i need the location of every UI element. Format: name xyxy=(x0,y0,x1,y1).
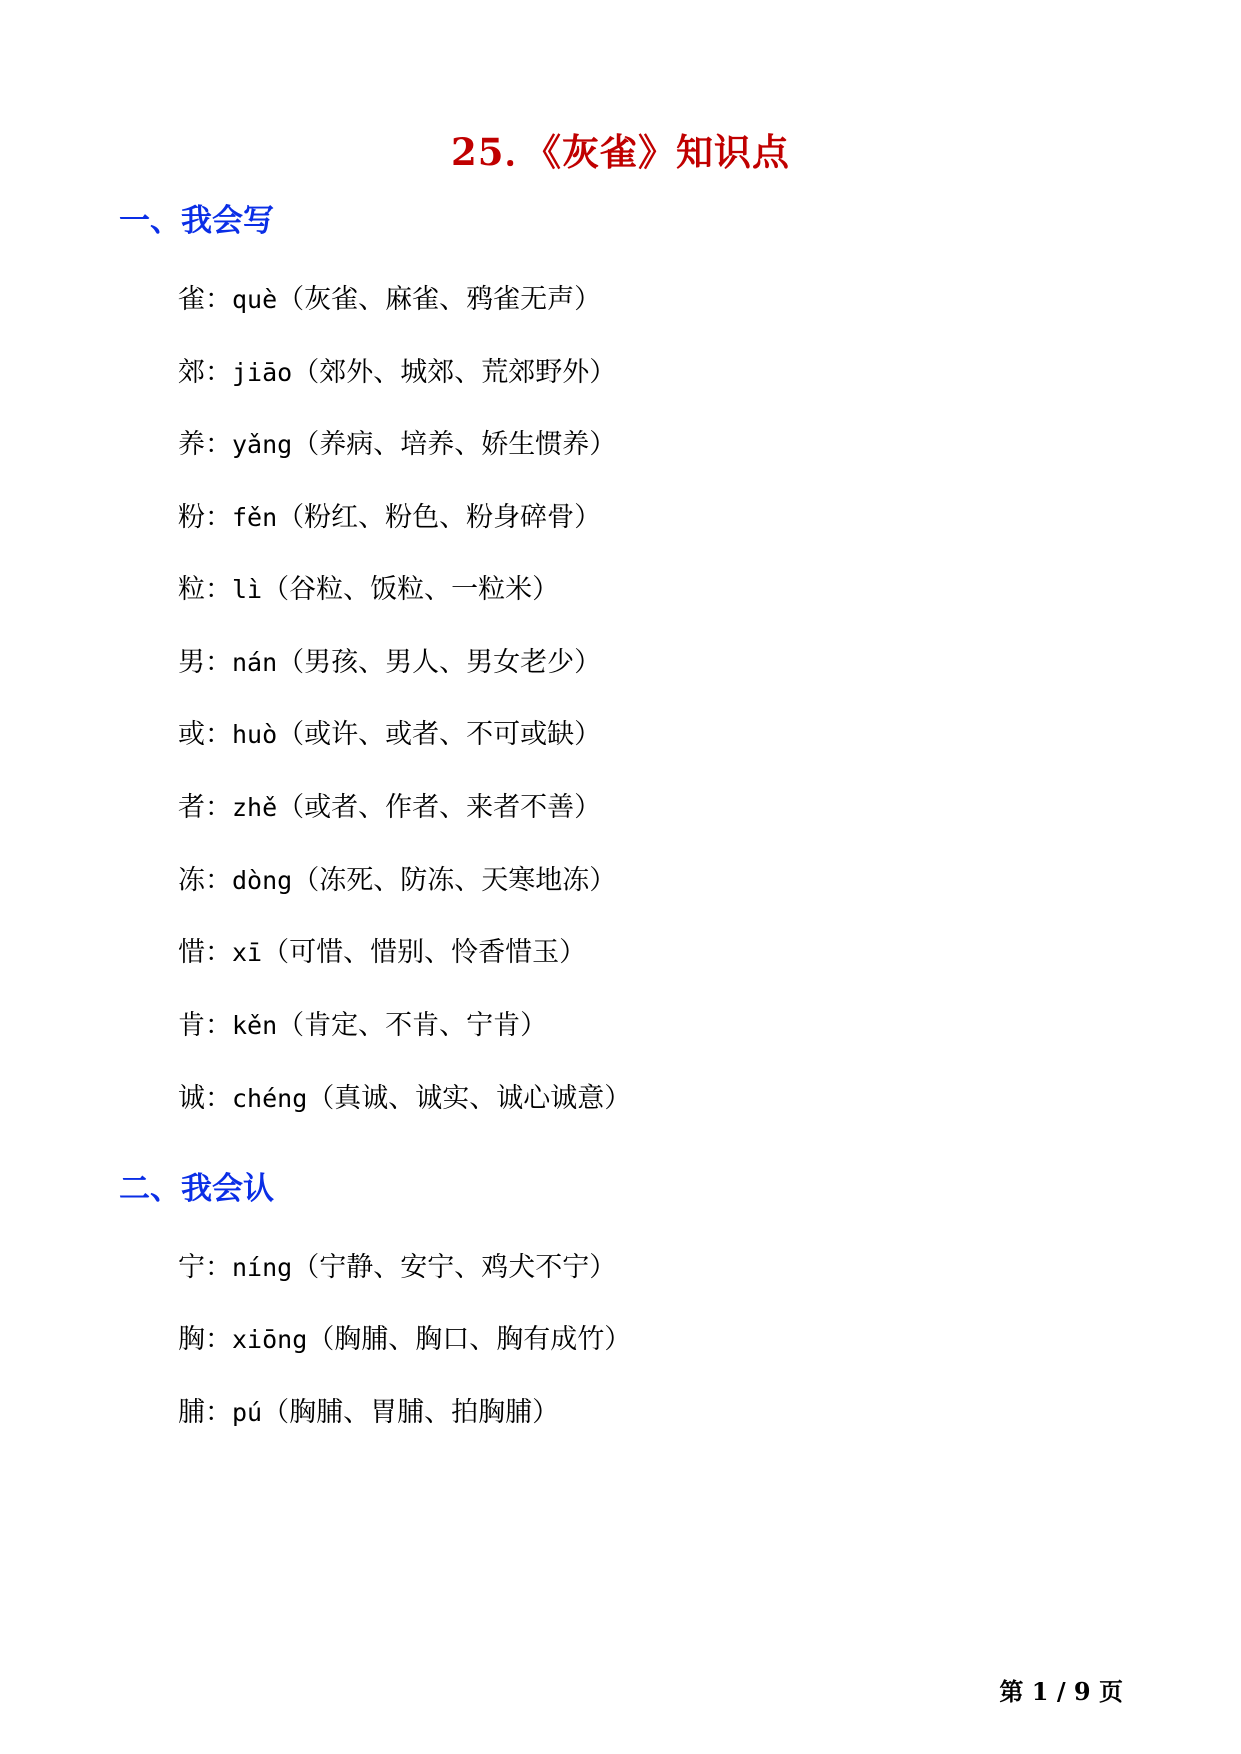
page-number: 第 1 / 9 页 xyxy=(999,1677,1123,1706)
entry-separator: ： xyxy=(205,647,232,678)
document-title: 25．《灰雀》知识点 xyxy=(451,130,790,174)
entry-pinyin: xī xyxy=(232,938,263,967)
entry-pinyin: chéng xyxy=(232,1084,308,1113)
list-item xyxy=(178,790,601,826)
list-item xyxy=(178,1008,547,1044)
list-item xyxy=(178,935,586,971)
list-item xyxy=(178,1081,631,1117)
list-item xyxy=(178,1395,559,1431)
entry-char: 冻 xyxy=(178,865,205,896)
list-item xyxy=(178,282,601,318)
entry-separator: ： xyxy=(205,284,232,315)
entry-separator: ： xyxy=(205,937,232,968)
entry-words: （粉红、粉色、粉身碎骨） xyxy=(277,502,602,533)
entry-separator: ： xyxy=(205,719,232,750)
entry-words: （冻死、防冻、天寒地冻） xyxy=(292,865,617,896)
entry-pinyin: dòng xyxy=(232,866,293,895)
entry-char: 粒 xyxy=(178,574,205,605)
entry-words: （郊外、城郊、荒郊野外） xyxy=(292,357,617,388)
section-heading-recognize: 二、我会认 xyxy=(119,1171,274,1207)
entry-char: 养 xyxy=(178,429,205,460)
entry-char: 胸 xyxy=(178,1324,205,1355)
list-item xyxy=(178,500,601,536)
list-item xyxy=(178,1250,616,1286)
list-item xyxy=(178,355,616,391)
entry-words: （或许、或者、不可或缺） xyxy=(277,719,602,750)
entry-words: （肯定、不肯、宁肯） xyxy=(277,1010,548,1041)
entry-pinyin: huò xyxy=(232,720,278,749)
entry-separator: ： xyxy=(205,502,232,533)
entry-separator: ： xyxy=(205,574,232,605)
list-item xyxy=(178,427,616,463)
entry-words: （灰雀、麻雀、鸦雀无声） xyxy=(277,284,602,315)
entry-pinyin: xiōng xyxy=(232,1325,308,1354)
list-item xyxy=(178,645,601,681)
entry-pinyin: què xyxy=(232,285,278,314)
entry-char: 宁 xyxy=(178,1252,205,1283)
entry-char: 雀 xyxy=(178,284,205,315)
entry-pinyin: yǎng xyxy=(232,430,293,459)
entry-words: （或者、作者、来者不善） xyxy=(277,792,602,823)
entry-words: （宁静、安宁、鸡犬不宁） xyxy=(292,1252,617,1283)
entry-pinyin: pú xyxy=(232,1398,263,1427)
entry-words: （可惜、惜别、怜香惜玉） xyxy=(262,937,587,968)
list-item xyxy=(178,863,616,899)
entry-separator: ： xyxy=(205,1397,232,1428)
entry-pinyin: nán xyxy=(232,648,278,677)
entry-separator: ： xyxy=(205,357,232,388)
entry-char: 或 xyxy=(178,719,205,750)
entry-separator: ： xyxy=(205,1252,232,1283)
entry-pinyin: jiāo xyxy=(232,358,293,387)
entry-char: 郊 xyxy=(178,357,205,388)
entry-separator: ： xyxy=(205,429,232,460)
section-heading-write: 一、我会写 xyxy=(119,203,274,239)
entry-separator: ： xyxy=(205,1324,232,1355)
entry-char: 诚 xyxy=(178,1083,205,1114)
entry-separator: ： xyxy=(205,1010,232,1041)
entry-words: （胸脯、胃脯、拍胸脯） xyxy=(262,1397,560,1428)
entry-words: （谷粒、饭粒、一粒米） xyxy=(262,574,560,605)
entry-pinyin: fěn xyxy=(232,503,278,532)
entry-char: 粉 xyxy=(178,502,205,533)
entry-char: 脯 xyxy=(178,1397,205,1428)
entry-pinyin: níng xyxy=(232,1253,293,1282)
entry-pinyin: kěn xyxy=(232,1011,278,1040)
list-item xyxy=(178,717,601,753)
entry-char: 男 xyxy=(178,647,205,678)
entry-pinyin: lì xyxy=(232,575,263,604)
entry-words: （养病、培养、娇生惯养） xyxy=(292,429,617,460)
list-item xyxy=(178,572,559,608)
entry-pinyin: zhě xyxy=(232,793,278,822)
entry-separator: ： xyxy=(205,865,232,896)
entry-words: （胸脯、胸口、胸有成竹） xyxy=(307,1324,632,1355)
entry-words: （男孩、男人、男女老少） xyxy=(277,647,602,678)
entry-char: 肯 xyxy=(178,1010,205,1041)
entry-separator: ： xyxy=(205,792,232,823)
entry-char: 惜 xyxy=(178,937,205,968)
list-item xyxy=(178,1322,631,1358)
entry-char: 者 xyxy=(178,792,205,823)
entry-separator: ： xyxy=(205,1083,232,1114)
entry-words: （真诚、诚实、诚心诚意） xyxy=(307,1083,632,1114)
